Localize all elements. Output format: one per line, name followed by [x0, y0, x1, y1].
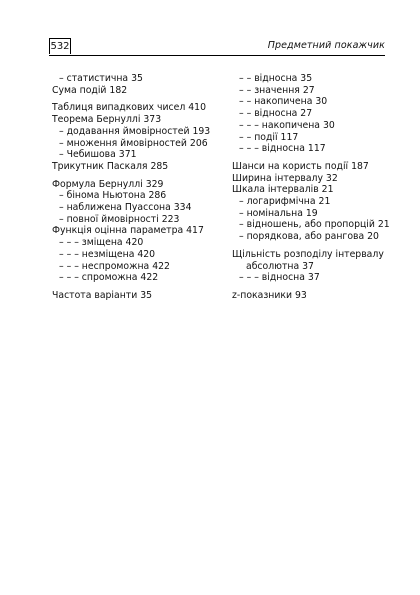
index-entry: – – події 117 — [239, 131, 299, 143]
index-entry: – – – зміщена 420 — [59, 237, 144, 249]
index-entry: – бінома Ньютона 286 — [59, 190, 167, 202]
index-entry: – – відносна 27 — [239, 108, 313, 120]
index-entry: Формула Бернуллі 329 — [52, 178, 164, 190]
index-entry: Теорема Бернуллі 373 — [52, 114, 162, 126]
index-entry: – множення ймовірностей 206 — [59, 137, 208, 149]
index-entry: – – – накопичена 30 — [239, 119, 335, 131]
index-entry: – номінальна 19 — [239, 207, 318, 219]
index-entry: – – значення 27 — [239, 84, 315, 96]
page-number: 532 — [49, 38, 71, 54]
index-entry: – – відносна 35 — [239, 73, 313, 84]
page-header — [49, 38, 385, 56]
index-entry: – – – спроможна 422 — [59, 272, 159, 284]
index-entry: Ширина інтервалу 32 — [232, 172, 338, 184]
index-entry: – відношень, або пропорцій 21 — [239, 219, 390, 231]
index-entry: Сума подій 182 — [52, 84, 128, 96]
index-column-left — [52, 73, 220, 302]
index-entry: – – – неспроможна 422 — [59, 260, 170, 272]
index-entry: Функція оцінна параметра 417 — [52, 225, 204, 237]
index-entry: Щільність розподілу інтервалу — [232, 248, 384, 260]
index-entry: – Чебишова 371 — [59, 149, 137, 161]
index-column-right — [232, 73, 402, 302]
index-entry: – логарифмічна 21 — [239, 196, 331, 208]
index-entry: – – накопичена 30 — [239, 96, 328, 108]
index-entry: – наближена Пуассона 334 — [59, 202, 192, 214]
index-entry: Трикутник Паскаля 285 — [52, 160, 169, 172]
index-entry: – повної ймовірності 223 — [59, 213, 180, 225]
index-entry: – – – відносна 117 — [239, 143, 326, 155]
index-entry: абсолютна 37 — [246, 260, 314, 272]
index-entry: Шкала інтервалів 21 — [232, 184, 334, 196]
index-entry: – – – відносна 37 — [239, 272, 320, 284]
index-entry: – статистична 35 — [59, 73, 143, 84]
index-entry: Шанси на користь події 187 — [232, 160, 369, 172]
index-entry: – – – незміщена 420 — [59, 248, 156, 260]
index-entry: z-показники 93 — [232, 289, 307, 301]
running-title: Предметний покажчик — [267, 40, 385, 51]
index-entry: Таблиця випадкових чисел 410 — [52, 102, 206, 114]
index-entry: Частота варіанти 35 — [52, 289, 153, 301]
index-entry: – додавання ймовірностей 193 — [59, 125, 211, 137]
index-entry: – порядкова, або рангова 20 — [239, 231, 379, 243]
